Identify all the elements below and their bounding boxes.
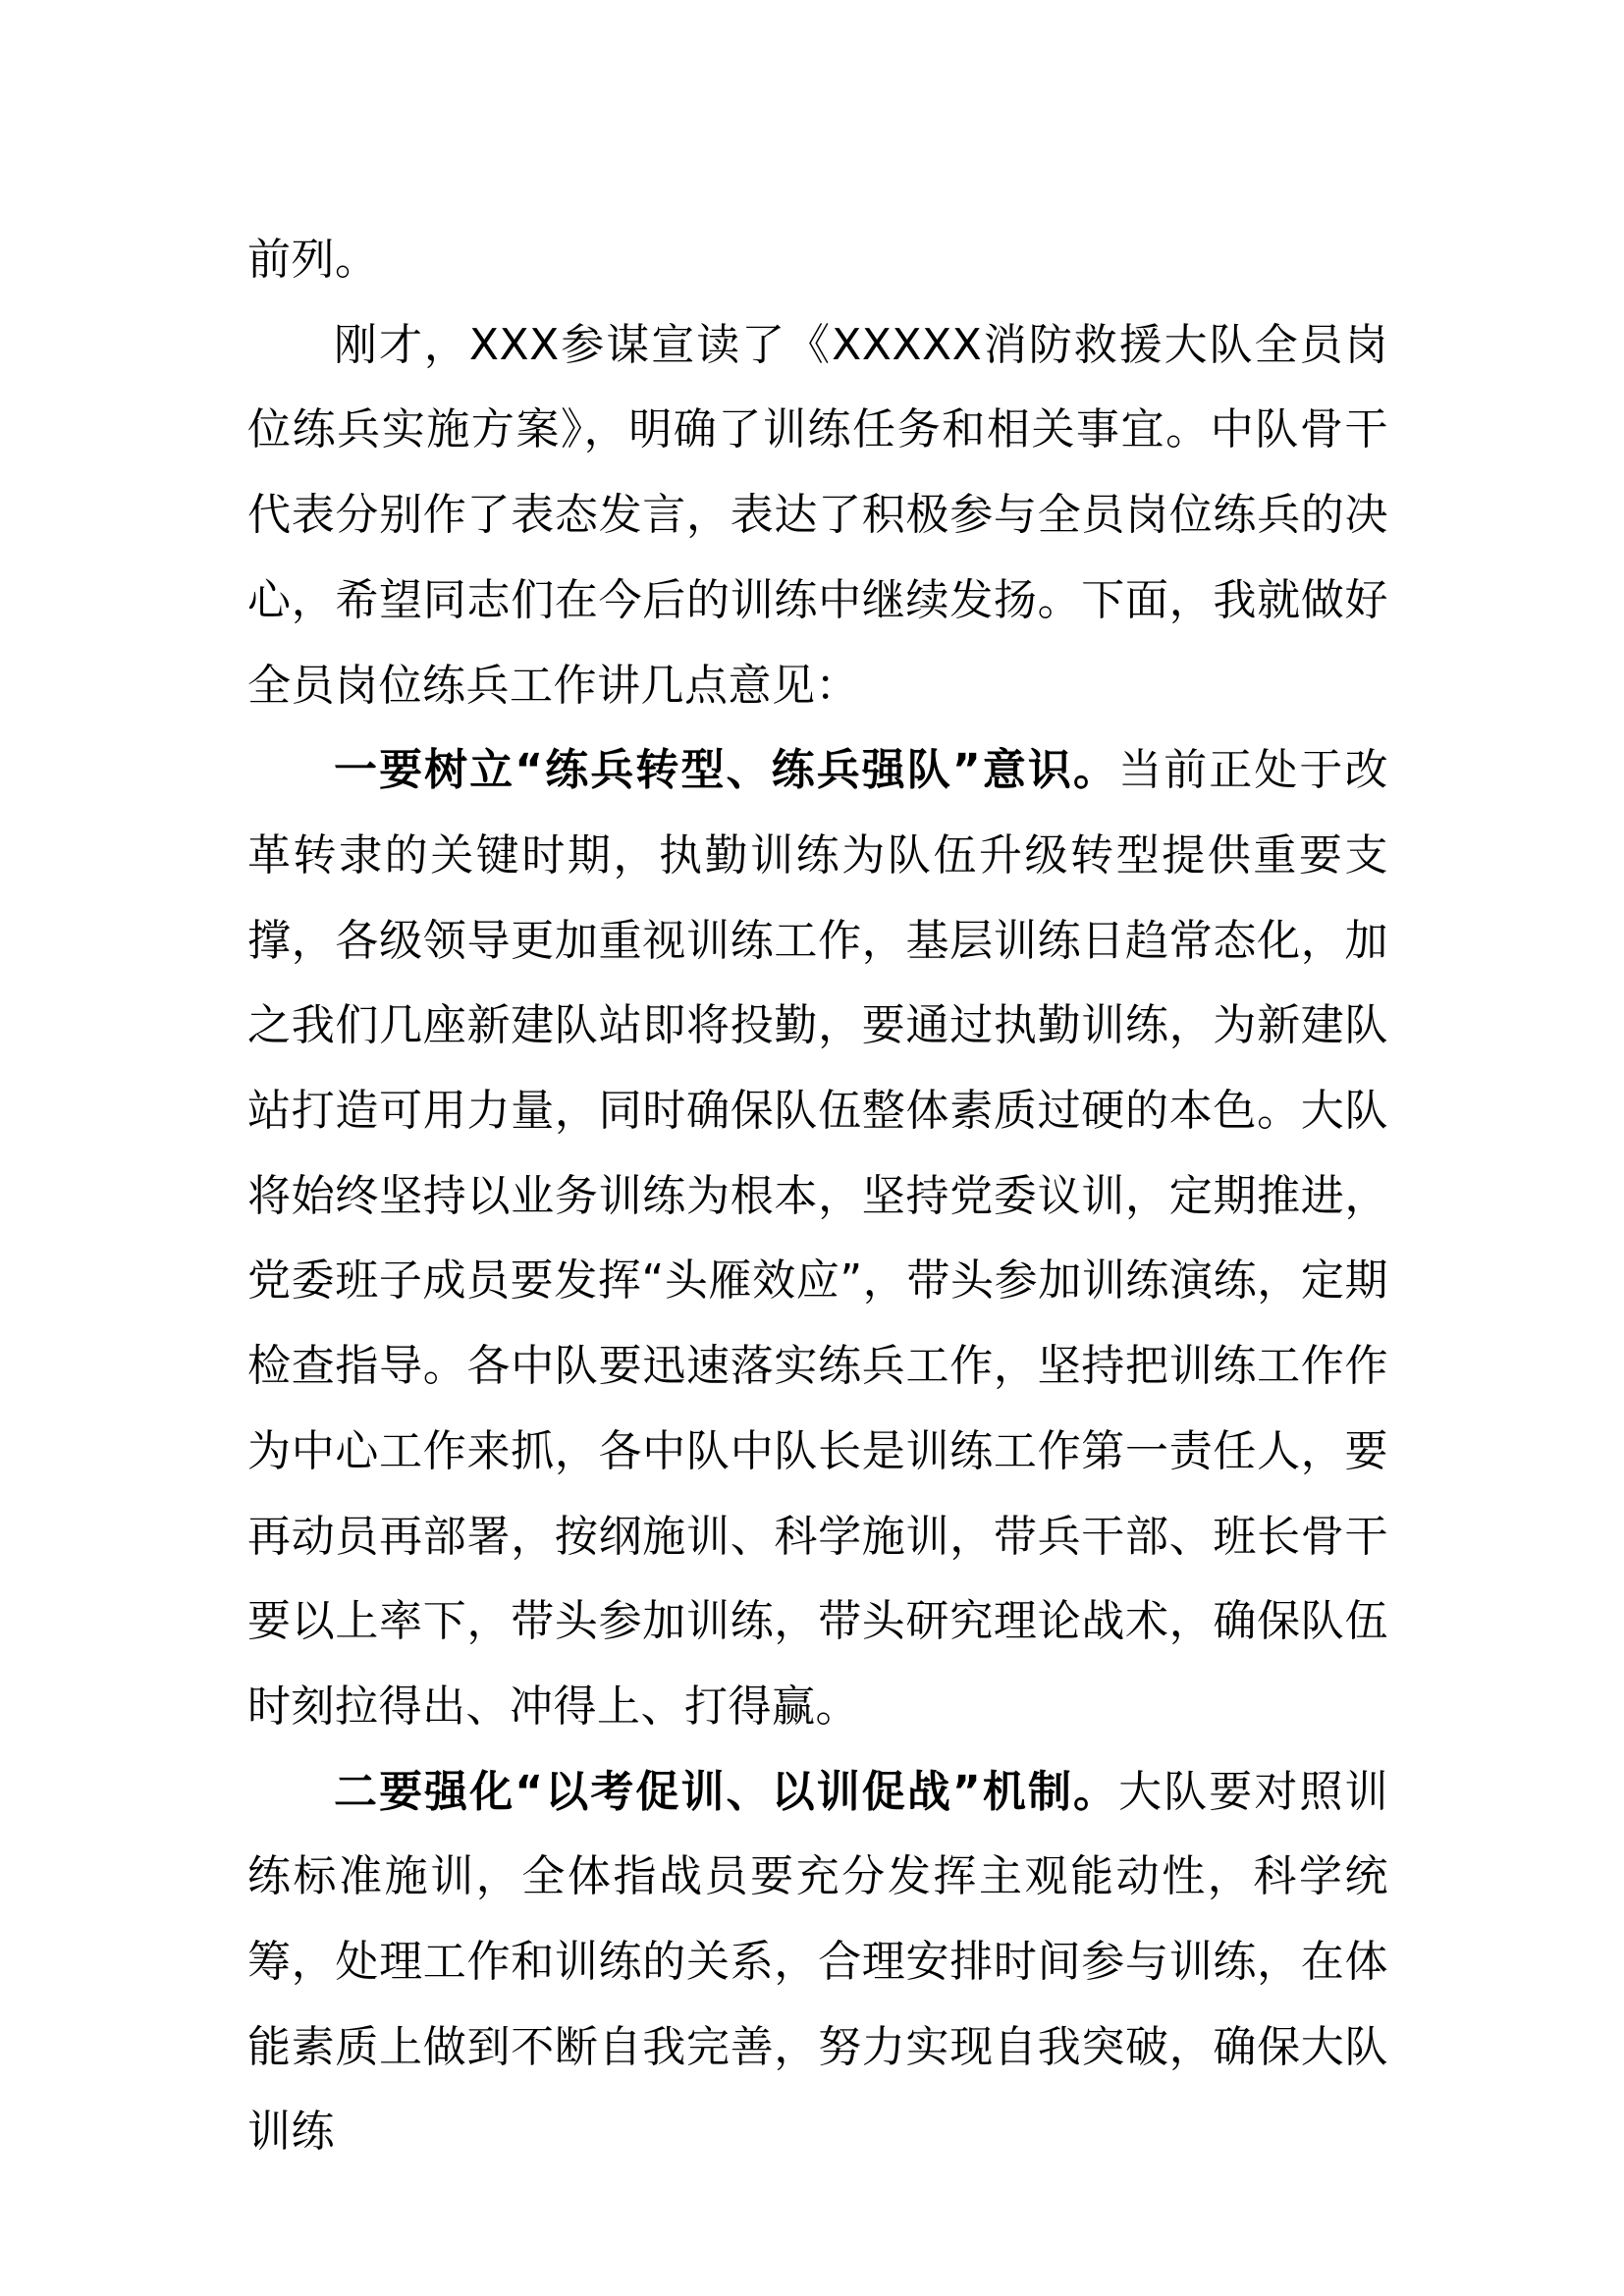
paragraph-heading: 二要强化“以考促训、以训促战”机制。 bbox=[334, 1766, 1119, 1817]
paragraph-text: 刚才，XXX参谋宣读了《XXXXX消防救援大队全员岗位练兵实施方案》，明确了训练任务和相关事宜。中队骨干代表分别作了表态发言，表达了积极参与全员岗位练兵的决心，希望同志们在今后的训练中继续发扬。下面，我就做好全员岗位练兵工作讲几点意见： bbox=[247, 319, 1388, 711]
paragraph-continuation bbox=[247, 218, 1388, 303]
paragraph-heading: 一要树立“练兵转型、练兵强队”意识。 bbox=[334, 745, 1119, 796]
document-body bbox=[247, 218, 1388, 2175]
paragraph-point-one bbox=[247, 728, 1388, 1749]
paragraph-text: 当前正处于改革转隶的关键时期，执勤训练为队伍升级转型提供重要支撑，各级领导更加重视训练工作，基层训练日趋常态化，加之我们几座新建队站即将投勤，要通过执勤训练，为新建队站打造可用力量，同时确保队伍整体素质过硬的本色。大队将始终坚持以业务训练为根本，坚持党委议训，定期推进，党委班子成员要发挥“头雁效应”，带头参加训练演练，定期检查指导。各中队要迅速落实练兵工作，坚持把训练工作作为中心工作来抓，各中队中队长是训练工作第一责任人，要再动员再部署，按纲施训、科学施训，带兵干部、班长骨干要以上率下，带头参加训练，带头研究理论战术，确保队伍时刻拉得出、冲得上、打得赢。 bbox=[247, 745, 1389, 1732]
paragraph-point-two bbox=[247, 1750, 1388, 2176]
paragraph-intro bbox=[247, 303, 1388, 729]
paragraph-text: 大队要对照训练标准施训，全体指战员要充分发挥主观能动性，科学统筹，处理工作和训练的关系，合理安排时间参与训练，在体能素质上做到不断自我完善，努力实现自我突破，确保大队训练 bbox=[247, 1766, 1389, 2158]
paragraph-text: 前列。 bbox=[247, 235, 379, 285]
